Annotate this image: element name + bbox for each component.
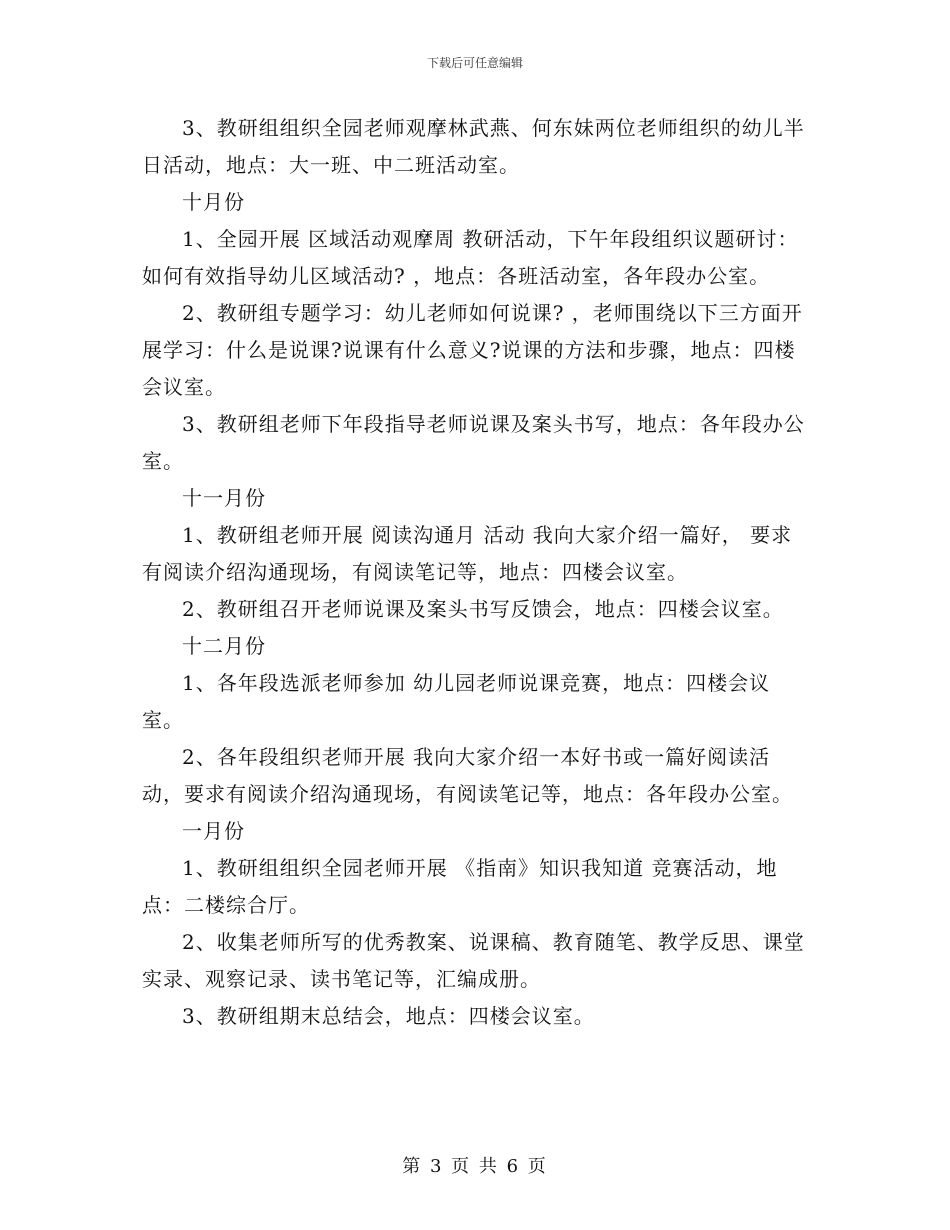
document-body (142, 110, 810, 1035)
list-item: 2、教研组召开老师说课及案头书写反馈会，地点：四楼会议室。 (182, 597, 784, 621)
list-item: 1、全园开展 区域活动观摩周 教研活动，下午年段组织议题研讨：如何有效指导幼儿区域活动? ，地点：各班活动室，各年段办公室。 (142, 227, 799, 288)
paragraph-intro: 3、教研组组织全园老师观摩林武燕、何东妹两位老师组织的幼儿半日活动，地点：大一班、中二班活动室。 (142, 116, 805, 177)
month-heading-january: 一月份 (182, 819, 245, 843)
list-item: 2、教研组专题学习：幼儿老师如何说课? ，老师围绕以下三方面开展学习：什么是说课?说课有什么意义?说课的方法和步骤，地点：四楼会议室。 (142, 301, 803, 399)
list-item: 2、各年段组织老师开展 我向大家介绍一本好书或一篇好阅读活动，要求有阅读介绍沟通现场，有阅读笔记等，地点：各年段办公室。 (142, 745, 793, 806)
page-number: 第 3 页 共 6 页 (402, 1156, 548, 1177)
list-item: 2、收集老师所写的优秀教案、说课稿、教育随笔、教学反思、课堂实录、观察记录、读书笔记等，汇编成册。 (142, 930, 805, 991)
list-item: 1、各年段选派老师参加 幼儿园老师说课竞赛，地点：四楼会议室。 (142, 671, 771, 732)
month-heading-november: 十一月份 (182, 486, 266, 510)
month-heading-october: 十月份 (182, 190, 245, 214)
page-header-note: 下载后可任意编辑 (426, 56, 523, 70)
month-heading-december: 十二月份 (182, 634, 266, 658)
list-item: 1、教研组老师开展 阅读沟通月 活动 我向大家介绍一篇好， 要求有阅读介绍沟通现场，有阅读笔记等，地点：四楼会议室。 (142, 523, 793, 584)
list-item: 3、教研组老师下年段指导老师说课及案头书写，地点：各年段办公室。 (142, 412, 805, 473)
list-item: 3、教研组期末总结会，地点：四楼会议室。 (182, 1004, 595, 1028)
list-item: 1、教研组组织全园老师开展 《指南》知识我知道 竞赛活动，地点：二楼综合厅。 (142, 856, 778, 917)
